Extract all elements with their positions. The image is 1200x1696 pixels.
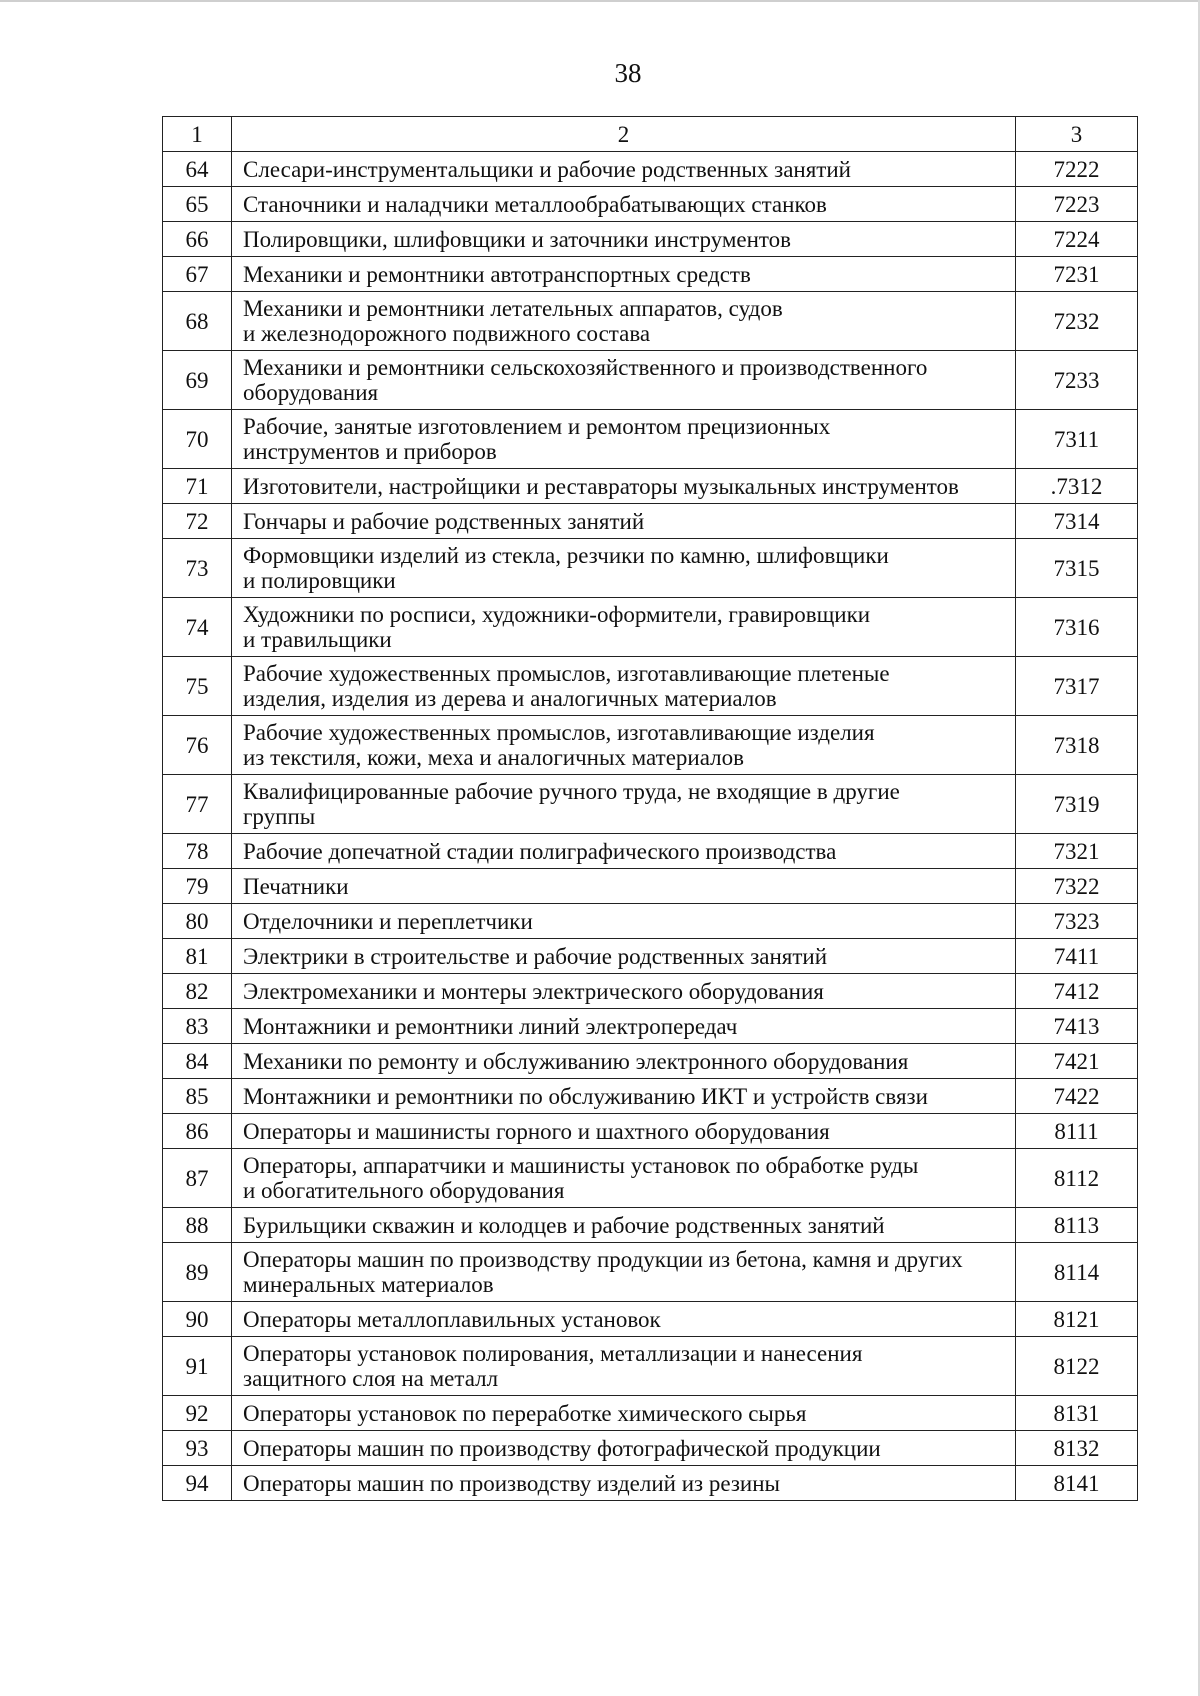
occupation-name: Печатники [232, 869, 1016, 904]
occupation-code: 7317 [1016, 657, 1138, 716]
table-row [163, 716, 1138, 775]
occupation-code: 7319 [1016, 775, 1138, 834]
row-number: 87 [163, 1149, 232, 1208]
table-row [163, 410, 1138, 469]
header-col-3: 3 [1016, 117, 1138, 152]
occupation-name: Художники по росписи, художники-оформители, гравировщики и травильщики [232, 598, 1016, 657]
occupation-code: 7322 [1016, 869, 1138, 904]
table-row [163, 152, 1138, 187]
occupation-name: Операторы машин по производству продукции из бетона, камня и других минеральных материалов [232, 1243, 1016, 1302]
occupation-code: 7318 [1016, 716, 1138, 775]
occupation-code: 7314 [1016, 504, 1138, 539]
occupation-name: Рабочие художественных промыслов, изготавливающие изделия из текстиля, кожи, меха и аналогичных материалов [232, 716, 1016, 775]
table-row [163, 869, 1138, 904]
table-row [163, 657, 1138, 716]
occupation-code: 8141 [1016, 1466, 1138, 1501]
row-number: 73 [163, 539, 232, 598]
occupation-name: Слесари-инструментальщики и рабочие родственных занятий [232, 152, 1016, 187]
occupation-name: Операторы металлоплавильных установок [232, 1302, 1016, 1337]
occupation-code: 7422 [1016, 1079, 1138, 1114]
occupation-name: Операторы установок полирования, металлизации и нанесения защитного слоя на металл [232, 1337, 1016, 1396]
table-row [163, 904, 1138, 939]
occupations-table [162, 116, 1138, 1501]
row-number: 79 [163, 869, 232, 904]
scan-top-edge [0, 0, 1200, 2]
table-row [163, 351, 1138, 410]
occupation-code: 7224 [1016, 222, 1138, 257]
row-number: 91 [163, 1337, 232, 1396]
occupation-code: 8122 [1016, 1337, 1138, 1396]
row-number: 70 [163, 410, 232, 469]
occupation-name: Рабочие художественных промыслов, изготавливающие плетеные изделия, изделия из дерева и аналогичных материалов [232, 657, 1016, 716]
occupation-code: 7311 [1016, 410, 1138, 469]
row-number: 78 [163, 834, 232, 869]
row-number: 89 [163, 1243, 232, 1302]
table-row [163, 1208, 1138, 1243]
occupation-code: 7421 [1016, 1044, 1138, 1079]
table-row [163, 539, 1138, 598]
row-number: 71 [163, 469, 232, 504]
occupation-code: 7233 [1016, 351, 1138, 410]
occupation-code: 7232 [1016, 292, 1138, 351]
table-row [163, 1431, 1138, 1466]
occupation-code: 7315 [1016, 539, 1138, 598]
table-row [163, 1243, 1138, 1302]
row-number: 84 [163, 1044, 232, 1079]
occupation-name: Электромеханики и монтеры электрического оборудования [232, 974, 1016, 1009]
occupation-code: 8121 [1016, 1302, 1138, 1337]
row-number: 76 [163, 716, 232, 775]
table-row [163, 598, 1138, 657]
occupation-name: Формовщики изделий из стекла, резчики по камню, шлифовщики и полировщики [232, 539, 1016, 598]
row-number: 69 [163, 351, 232, 410]
row-number: 86 [163, 1114, 232, 1149]
table-row [163, 1149, 1138, 1208]
row-number: 65 [163, 187, 232, 222]
occupation-code: .7312 [1016, 469, 1138, 504]
occupation-name: Монтажники и ремонтники линий электропередач [232, 1009, 1016, 1044]
row-number: 83 [163, 1009, 232, 1044]
occupation-name: Бурильщики скважин и колодцев и рабочие родственных занятий [232, 1208, 1016, 1243]
table-row [163, 1079, 1138, 1114]
occupation-code: 8111 [1016, 1114, 1138, 1149]
row-number: 74 [163, 598, 232, 657]
occupation-name: Механики и ремонтники автотранспортных средств [232, 257, 1016, 292]
occupation-code: 8131 [1016, 1396, 1138, 1431]
occupation-code: 7413 [1016, 1009, 1138, 1044]
table-row [163, 1114, 1138, 1149]
occupation-code: 7323 [1016, 904, 1138, 939]
table-row [163, 1396, 1138, 1431]
row-number: 75 [163, 657, 232, 716]
occupation-name: Полировщики, шлифовщики и заточники инструментов [232, 222, 1016, 257]
table-row [163, 834, 1138, 869]
occupation-name: Электрики в строительстве и рабочие родственных занятий [232, 939, 1016, 974]
table-row [163, 469, 1138, 504]
table-row [163, 222, 1138, 257]
occupation-name: Изготовители, настройщики и реставраторы музыкальных инструментов [232, 469, 1016, 504]
occupation-code: 8114 [1016, 1243, 1138, 1302]
occupation-name: Механики и ремонтники сельскохозяйственного и производственного оборудования [232, 351, 1016, 410]
occupation-code: 7222 [1016, 152, 1138, 187]
occupation-name: Гончары и рабочие родственных занятий [232, 504, 1016, 539]
occupation-name: Рабочие, занятые изготовлением и ремонтом прецизионных инструментов и приборов [232, 410, 1016, 469]
row-number: 92 [163, 1396, 232, 1431]
table-header-row [163, 117, 1138, 152]
table-row [163, 1302, 1138, 1337]
row-number: 64 [163, 152, 232, 187]
row-number: 90 [163, 1302, 232, 1337]
occupation-code: 8112 [1016, 1149, 1138, 1208]
row-number: 80 [163, 904, 232, 939]
row-number: 82 [163, 974, 232, 1009]
row-number: 68 [163, 292, 232, 351]
occupation-code: 8132 [1016, 1431, 1138, 1466]
occupation-name: Отделочники и переплетчики [232, 904, 1016, 939]
table-row [163, 187, 1138, 222]
occupation-code: 7316 [1016, 598, 1138, 657]
table-row [163, 1337, 1138, 1396]
table-row [163, 257, 1138, 292]
row-number: 77 [163, 775, 232, 834]
table-row [163, 775, 1138, 834]
occupation-name: Операторы, аппаратчики и машинисты установок по обработке руды и обогатительного оборудования [232, 1149, 1016, 1208]
table-row [163, 292, 1138, 351]
occupation-name: Монтажники и ремонтники по обслуживанию ИКТ и устройств связи [232, 1079, 1016, 1114]
table-row [163, 504, 1138, 539]
occupation-name: Операторы машин по производству изделий из резины [232, 1466, 1016, 1501]
occupation-name: Квалифицированные рабочие ручного труда, не входящие в другие группы [232, 775, 1016, 834]
row-number: 67 [163, 257, 232, 292]
page-number: 38 [614, 58, 642, 88]
table-row [163, 1009, 1138, 1044]
occupation-code: 7411 [1016, 939, 1138, 974]
occupation-name: Механики по ремонту и обслуживанию электронного оборудования [232, 1044, 1016, 1079]
occupation-name: Операторы машин по производству фотографической продукции [232, 1431, 1016, 1466]
header-col-1: 1 [163, 117, 232, 152]
occupation-code: 7223 [1016, 187, 1138, 222]
occupation-code: 7412 [1016, 974, 1138, 1009]
occupation-name: Станочники и наладчики металлообрабатывающих станков [232, 187, 1016, 222]
row-number: 93 [163, 1431, 232, 1466]
occupation-code: 7231 [1016, 257, 1138, 292]
occupation-name: Операторы установок по переработке химического сырья [232, 1396, 1016, 1431]
row-number: 66 [163, 222, 232, 257]
occupation-name: Механики и ремонтники летательных аппаратов, судов и железнодорожного подвижного состава [232, 292, 1016, 351]
occupation-code: 8113 [1016, 1208, 1138, 1243]
table-row [163, 1466, 1138, 1501]
row-number: 88 [163, 1208, 232, 1243]
table-row [163, 1044, 1138, 1079]
table-row [163, 974, 1138, 1009]
table-body [163, 152, 1138, 1501]
row-number: 81 [163, 939, 232, 974]
row-number: 85 [163, 1079, 232, 1114]
row-number: 72 [163, 504, 232, 539]
occupation-code: 7321 [1016, 834, 1138, 869]
table-row [163, 939, 1138, 974]
occupation-name: Операторы и машинисты горного и шахтного оборудования [232, 1114, 1016, 1149]
row-number: 94 [163, 1466, 232, 1501]
occupation-name: Рабочие допечатной стадии полиграфического производства [232, 834, 1016, 869]
header-col-2: 2 [232, 117, 1016, 152]
